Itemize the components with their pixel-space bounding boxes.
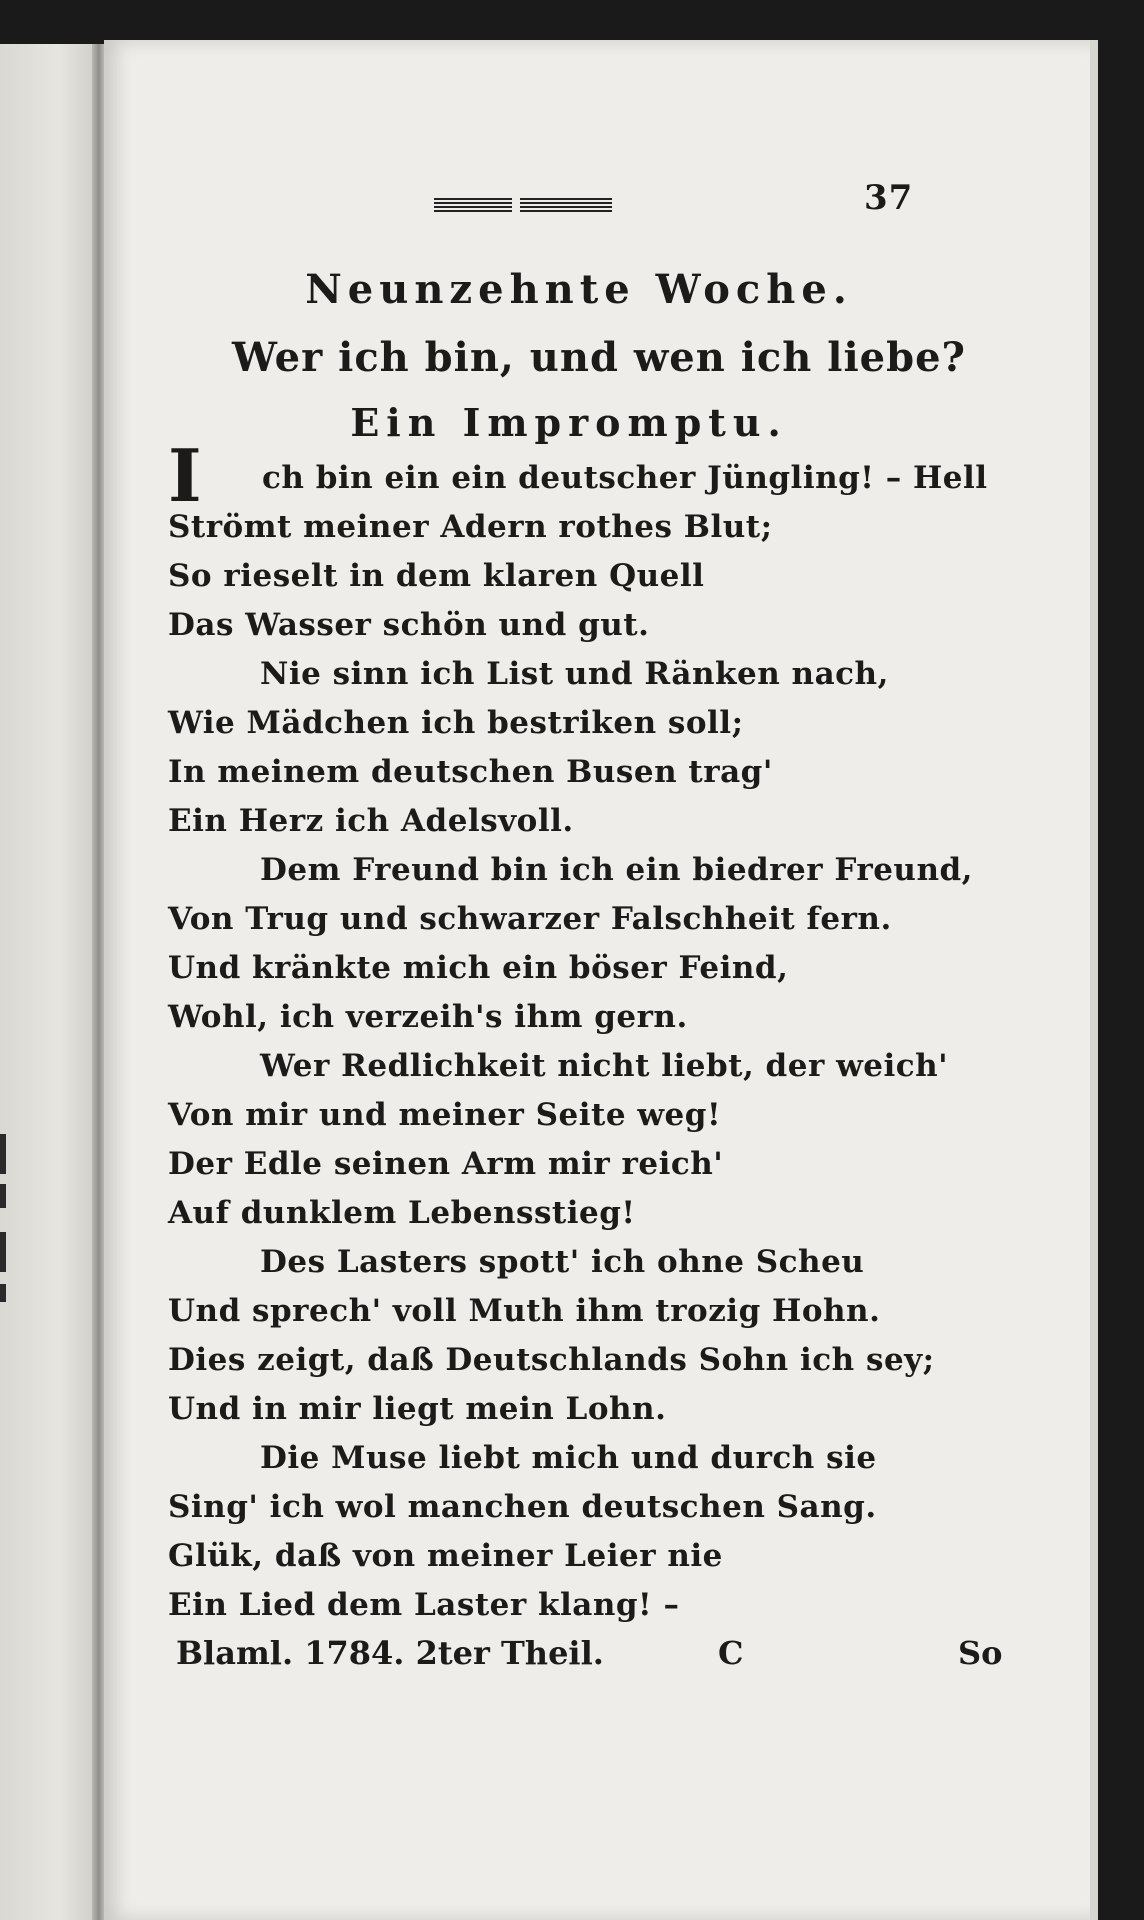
poem-line: Sing' ich wol manchen deutschen Sang. — [168, 1489, 877, 1525]
poem-line: Wer Redlichkeit nicht liebt, der weich' — [260, 1048, 949, 1084]
signature-mark: C — [718, 1634, 744, 1672]
page-fore-edge — [1090, 40, 1098, 1920]
poem-line: Der Edle seinen Arm mir reich' — [168, 1146, 724, 1182]
poem-line: Wie Mädchen ich bestriken soll; — [168, 705, 744, 741]
poem-line: Die Muse liebt mich und durch sie — [260, 1440, 877, 1476]
poem-line: Das Wasser schön und gut. — [168, 607, 650, 643]
poem-line: Und kränkte mich ein böser Feind, — [168, 950, 789, 986]
poem-line: Nie sinn ich List und Ränken nach, — [260, 656, 889, 692]
stanza — [168, 650, 1028, 846]
poem-line: In meinem deutschen Busen trag' — [168, 754, 773, 790]
page-number: 37 — [864, 178, 914, 218]
stanza — [168, 846, 1028, 1042]
poem-line: Ein Herz ich Adelsvoll. — [168, 803, 574, 839]
poem-line — [168, 433, 1028, 518]
catchword: So — [958, 1634, 1003, 1672]
poem-line: Und sprech' voll Muth ihm trozig Hohn. — [168, 1293, 881, 1329]
stanza — [168, 1042, 1028, 1238]
poem-line: Und in mir liegt mein Lohn. — [168, 1391, 667, 1427]
poem-line-text: ch bin ein ein deutscher Jüngling! – Hell — [262, 460, 988, 496]
poem-title: Wer ich bin, und wen ich liebe? — [232, 334, 966, 381]
page-content — [104, 40, 1094, 1920]
poem-line: Wohl, ich verzeih's ihm gern. — [168, 999, 688, 1035]
poem-line: Strömt meiner Adern rothes Blut; — [168, 509, 773, 545]
stanza — [168, 1238, 1028, 1434]
book-page — [104, 40, 1094, 1920]
stanza — [168, 433, 1028, 650]
drop-cap: I — [168, 433, 203, 518]
poem-line: Des Lasters spott' ich ohne Scheu — [260, 1244, 865, 1280]
poem-line: So rieselt in dem klaren Quell — [168, 558, 705, 594]
poem-line: Von Trug und schwarzer Falschheit fern. — [168, 901, 892, 937]
previous-page-edge — [0, 44, 98, 1920]
header-ornament-rule — [434, 198, 612, 212]
poem-line: Glük, daß von meiner Leier nie — [168, 1538, 723, 1574]
poem-line: Ein Lied dem Laster klang! – — [168, 1587, 680, 1623]
week-heading: Neunzehnte Woche. — [305, 266, 853, 313]
imprint-line: Blaml. 1784. 2ter Theil. — [176, 1634, 604, 1672]
poem-subtitle: Ein Impromptu. — [350, 400, 788, 445]
poem-line: Dem Freund bin ich ein biedrer Freund, — [260, 852, 973, 888]
poem-line: Auf dunklem Lebensstieg! — [168, 1195, 636, 1231]
poem-body — [168, 433, 1028, 1630]
stanza — [168, 1434, 1028, 1630]
poem-line: Von mir und meiner Seite weg! — [168, 1097, 722, 1133]
poem-line: Dies zeigt, daß Deutschlands Sohn ich sey; — [168, 1342, 935, 1378]
